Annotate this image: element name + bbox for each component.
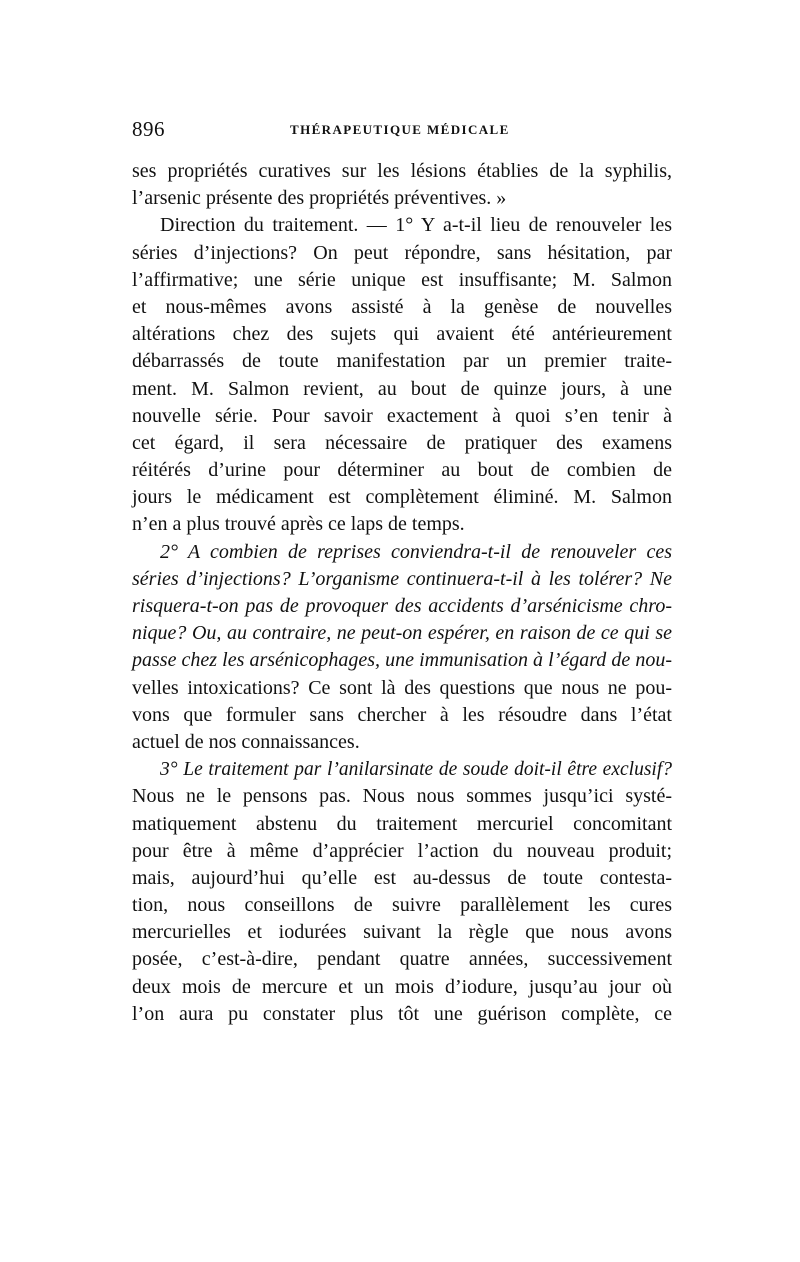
- text-line: 2° A combien de reprises conviendra-t-il de renouveler ces: [160, 540, 672, 563]
- text-line: deux mois de mercure et un mois d’iodure, jusqu’au jour où: [132, 975, 672, 998]
- text-line: nouvelle série. Pour savoir exactement à quoi s’en tenir à: [132, 404, 672, 427]
- text-line: tion, nous conseillons de suivre parallèlement les cures: [132, 894, 672, 917]
- text-line: et nous-mêmes avons assisté à la genèse de nouvelles: [132, 295, 672, 318]
- text-line: posée, c’est-à-dire, pendant quatre années, successivement: [132, 948, 672, 971]
- text-line: matiquement abstenu du traitement mercuriel concomitant: [132, 812, 672, 835]
- text-line: nique? Ou, au contraire, ne peut-on espérer, en raison de ce qui se: [132, 622, 672, 645]
- text-line: passe chez les arsénicophages, une immunisation à l’égard de nou-: [132, 649, 672, 672]
- text-line: l’on aura pu constater plus tôt une guérison complète, ce: [132, 1002, 672, 1025]
- text-line: l’arsenic présente des propriétés préventives. »: [132, 187, 507, 210]
- text-line: jours le médicament est complètement éliminé. M. Salmon: [132, 486, 672, 509]
- text-line: velles intoxications? Ce sont là des questions que nous ne pou-: [132, 676, 672, 699]
- text-line: ment. M. Salmon revient, au bout de quinze jours, à une: [132, 377, 672, 400]
- text-line: réitérés d’urine pour déterminer au bout de combien de: [132, 459, 672, 482]
- text-line: l’affirmative; une série unique est insuffisante; M. Salmon: [132, 268, 672, 291]
- text-line: risquera-t-on pas de provoquer des accidents d’arsénicisme chro-: [132, 595, 672, 617]
- text-line: séries d’injections? On peut répondre, sans hésitation, par: [132, 241, 672, 264]
- text-line: 3° Le traitement par l’anilarsinate de soude doit-il être exclusif?: [160, 759, 672, 781]
- text-line: Direction du traitement. — 1° Y a-t-il lieu de renouveler les: [160, 214, 672, 237]
- body-text: [132, 158, 672, 1028]
- text-line: actuel de nos connaissances.: [132, 730, 360, 753]
- running-title: THÉRAPEUTIQUE MÉDICALE: [290, 122, 510, 137]
- page-number: 896: [132, 117, 165, 141]
- text-line: débarrassés de toute manifestation par un premier traite-: [132, 350, 672, 373]
- text-line: n’en a plus trouvé après ce laps de temps.: [132, 513, 465, 536]
- text-line: vons que formuler sans chercher à les résoudre dans l’état: [132, 703, 672, 726]
- text-line: mercurielles et iodurées suivant la règle que nous avons: [132, 921, 672, 944]
- text-line: Nous ne le pensons pas. Nous nous sommes jusqu’ici systé-: [132, 785, 672, 808]
- text-line: ses propriétés curatives sur les lésions établies de la syphilis,: [132, 160, 672, 182]
- running-head: [132, 117, 672, 143]
- text-line: mais, aujourd’hui qu’elle est au-dessus de toute contesta-: [132, 866, 672, 889]
- text-line: cet égard, il sera nécessaire de pratiquer des examens: [132, 431, 672, 454]
- text-line: séries d’injections? L’organisme continuera-t-il à les tolérer? Ne: [132, 567, 672, 590]
- text-line: pour être à même d’apprécier l’action du nouveau produit;: [132, 839, 672, 862]
- text-line: altérations chez des sujets qui avaient été antérieurement: [132, 323, 672, 346]
